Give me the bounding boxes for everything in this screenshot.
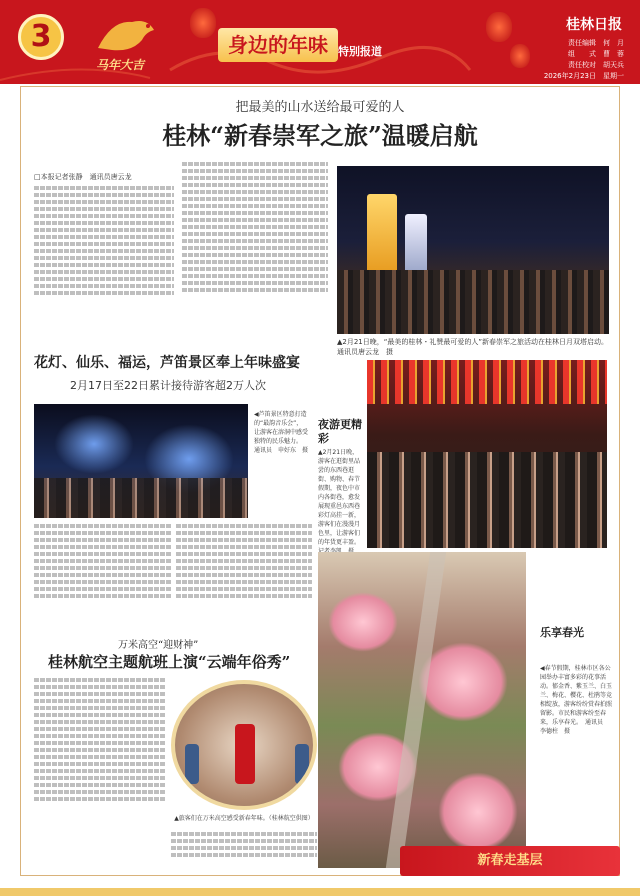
editor-credit-line: 责任校对 胡天兵 [568, 61, 624, 69]
story1-photo-caption: ▲2月21日晚，“最美的桂林・礼赞最可爱的人”新春崇军之旅活动在桂林日月双塔启动。 通讯员唐云龙 摄 [337, 338, 612, 356]
page-number-badge: 3 [18, 14, 64, 60]
blossom-tree [438, 772, 518, 852]
story2-subhead: 2月17日至22日累计接待游客超2万人次 [70, 379, 266, 392]
story1-headline: 桂林“新春崇军之旅”温暖启航 [162, 121, 478, 150]
story2-body-col2 [176, 522, 312, 626]
footer-strip [0, 888, 640, 896]
blossom-tree [328, 592, 398, 652]
story3-photo-caption: ▲2月21日晚，游客在逛街里品尝的东西巷逛街、购物、春节假期，夜色中市内各街巷，愈发展现重邑东西巷彩灯高挂一新，游客们在漫漫月色里，让游客们的年货更丰盈。 [318, 449, 361, 546]
street-lanterns [367, 360, 607, 404]
lantern-icon [510, 44, 530, 68]
seat [185, 744, 199, 784]
audience [34, 478, 248, 518]
story4-headline: 桂林航空主题航班上演“云端年俗秀” [48, 653, 291, 671]
story4-body-col2 [171, 830, 317, 872]
lantern-icon [486, 12, 512, 42]
story1-body-col1 [34, 184, 174, 334]
story1-body-col2 [182, 160, 328, 334]
performer [235, 724, 255, 784]
spring-garden-photo [318, 552, 526, 868]
crowd [337, 270, 609, 334]
horse-illustration-icon [92, 12, 162, 56]
story3-title: 夜游更精彩 [318, 418, 362, 445]
night-street-photo [367, 360, 607, 548]
seat [295, 744, 309, 784]
story2-body-col1 [34, 522, 172, 626]
section-subtitle: 特别报道 [338, 45, 382, 58]
crowd [367, 452, 607, 548]
story5-title: 乐享春光 [540, 626, 584, 639]
cave-concert-photo [34, 404, 248, 518]
story1-byline: □本报记者张静 通讯员唐云龙 [34, 173, 132, 181]
story4-kicker: 万米高空“迎财神” [118, 640, 199, 651]
issue-date: 2026年2月23日 星期一 [543, 72, 624, 80]
editor-credit-line: 组 式 曹 蓉 [568, 50, 624, 58]
story2-headline: 花灯、仙乐、福运，芦笛景区奉上年味盛宴 [34, 355, 300, 371]
newspaper-name: 桂林日报 [566, 17, 622, 33]
story2-photo-caption: ◀芦笛景区特意打造的“最韵音乐会”，让游客在溶洞中感受独特的民乐魅力。 通讯员 申好东 摄 [254, 411, 309, 454]
twin-pagodas-night-photo [337, 166, 609, 334]
logo-caption: 马年大吉 [96, 58, 145, 72]
in-flight-photo [171, 680, 317, 810]
editor-credits [568, 38, 624, 71]
story4-body [34, 676, 166, 842]
story5-photo-caption: ◀春节假期，桂林市区各公园举办丰富多彩的花事活动。郁金香、紫玉兰、白玉兰、梅花、樱花、杜鹃等竞相绽放，游客纷纷赏春拍照留影。市民和游客纷至春来，乐享春光。 通讯员 李德柱 摄 [540, 665, 613, 735]
stage-light [54, 414, 134, 474]
section-title: 身边的年味 [218, 28, 338, 62]
golden-pagoda [367, 194, 397, 274]
lantern-icon [190, 8, 216, 38]
story1-kicker: 把最美的山水送给最可爱的人 [235, 100, 405, 115]
editor-credit-line: 责任编辑 何 月 [568, 39, 624, 47]
silver-pagoda [405, 214, 427, 274]
footer-banner: 新春走基层 [400, 846, 620, 876]
story4-photo-caption: ▲旅客们在万米高空感受新春年味。（桂林航空供图） [174, 815, 314, 822]
page-header [0, 0, 640, 84]
